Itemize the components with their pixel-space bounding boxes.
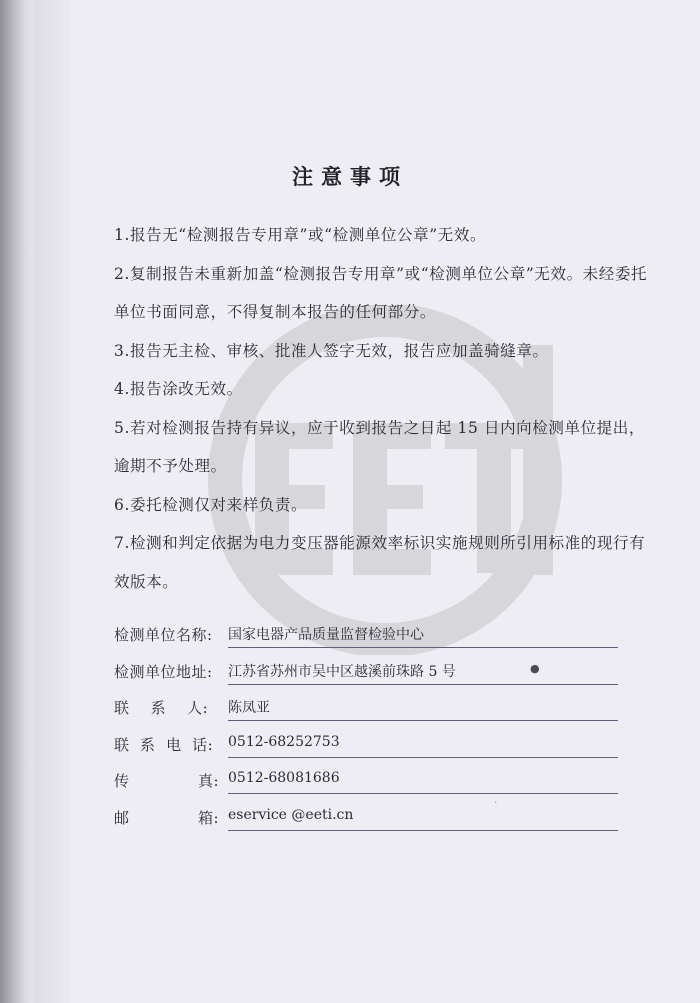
contact-address-underline xyxy=(228,684,618,685)
contact-phone-value: 0512-68252753 xyxy=(228,733,340,750)
contact-fax-underline xyxy=(228,793,618,794)
note-item: 3.报告无主检、审核、批准人签字无效，报告应加盖骑缝章。 xyxy=(114,341,549,360)
contact-fax-value: 0512-68081686 xyxy=(228,770,340,786)
contact-address-value: 江苏省苏州市吴中区越溪前珠路 5 号 xyxy=(228,663,456,680)
contact-row-fax xyxy=(114,764,624,801)
note-item: 4.报告涂改无效。 xyxy=(114,380,243,398)
contact-person-underline xyxy=(228,720,618,721)
ink-dot-icon: ● xyxy=(530,662,540,675)
contact-fax-label: 传 真: xyxy=(114,772,220,790)
notes-list xyxy=(114,216,654,601)
contact-person-label: 联 系 人: xyxy=(114,699,209,717)
contact-name-label: 检测单位名称: xyxy=(114,626,213,644)
note-item: 2.复制报告未重新加盖“检测报告专用章”或“检测单位公章”无效。未经委托单位书面同意，不得复制本报告的任何部分。 xyxy=(114,264,648,321)
note-item: 1.报告无“检测报告专用章”或“检测单位公章”无效。 xyxy=(114,226,487,244)
note-item: 5.若对检测报告持有异议，应于收到报告之日起 15 日内向检测单位提出，逾期不予处理。 xyxy=(114,418,645,475)
contact-name-value: 国家电器产品质量监督检验中心 xyxy=(228,627,424,643)
contact-row-phone xyxy=(114,728,624,765)
ink-speck-icon: · xyxy=(494,796,498,809)
page-fold xyxy=(34,0,74,1003)
contact-row-address xyxy=(114,655,624,692)
contact-row-name xyxy=(114,618,624,655)
note-item: 7.检测和判定依据为电力变压器能源效率标识实施规则所引用标准的现行有效版本。 xyxy=(114,534,646,591)
note-item: 6.委托检测仅对来样负责。 xyxy=(114,495,308,514)
contact-person-value: 陈凤亚 xyxy=(228,700,270,716)
contact-block xyxy=(114,618,624,837)
contact-email-value: eservice @eeti.cn xyxy=(228,806,354,823)
contact-email-label: 邮 箱: xyxy=(114,808,220,827)
contact-row-person xyxy=(114,691,624,728)
contact-email-underline xyxy=(228,830,618,831)
contact-row-email xyxy=(114,801,624,838)
contact-phone-underline xyxy=(228,757,618,758)
page-title: 注意事项 xyxy=(292,164,408,190)
contact-name-underline xyxy=(228,647,618,648)
contact-phone-label: 联 系 电 话: xyxy=(114,735,214,754)
contact-address-label: 检测单位地址: xyxy=(114,662,213,681)
book-spine-shadow xyxy=(0,0,34,1003)
